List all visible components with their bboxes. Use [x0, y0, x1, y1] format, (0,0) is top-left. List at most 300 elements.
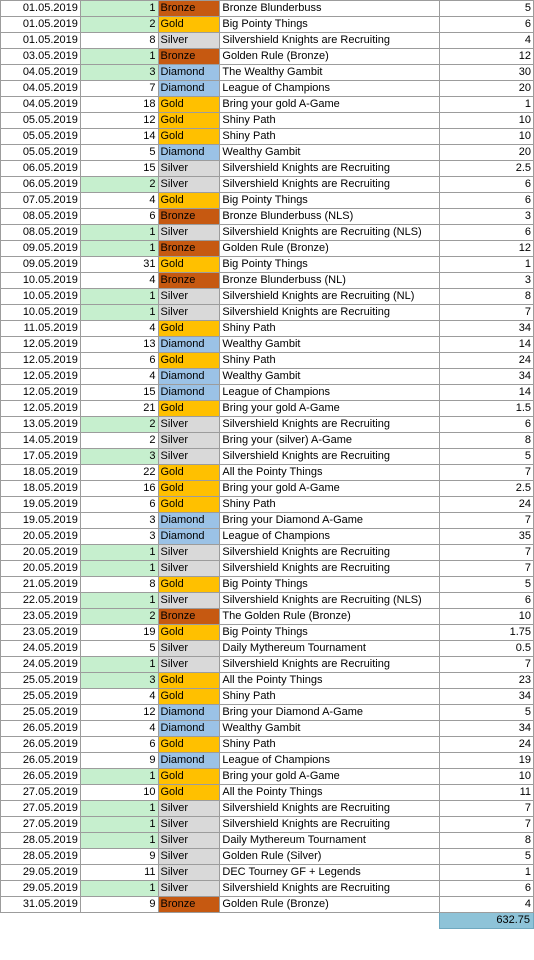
- reward-value-cell[interactable]: 8: [440, 833, 534, 849]
- date-cell[interactable]: 18.05.2019: [1, 465, 81, 481]
- tournament-name-cell[interactable]: Silvershield Knights are Recruiting: [220, 161, 440, 177]
- tier-cell[interactable]: Bronze: [158, 609, 220, 625]
- tournament-name-cell[interactable]: Bring your Diamond A-Game: [220, 513, 440, 529]
- date-cell[interactable]: 25.05.2019: [1, 705, 81, 721]
- date-cell[interactable]: 25.05.2019: [1, 673, 81, 689]
- reward-value-cell[interactable]: 12: [440, 241, 534, 257]
- rank-cell[interactable]: 1: [80, 593, 158, 609]
- tournament-name-cell[interactable]: All the Pointy Things: [220, 465, 440, 481]
- tournament-name-cell[interactable]: Silvershield Knights are Recruiting: [220, 33, 440, 49]
- tier-cell[interactable]: Diamond: [158, 513, 220, 529]
- reward-value-cell[interactable]: 7: [440, 465, 534, 481]
- tier-cell[interactable]: Gold: [158, 769, 220, 785]
- date-cell[interactable]: 24.05.2019: [1, 641, 81, 657]
- rank-cell[interactable]: 13: [80, 337, 158, 353]
- tournament-name-cell[interactable]: Shiny Path: [220, 321, 440, 337]
- tier-cell[interactable]: Bronze: [158, 241, 220, 257]
- reward-value-cell[interactable]: 10: [440, 129, 534, 145]
- tournament-name-cell[interactable]: Bronze Blunderbuss (NL): [220, 273, 440, 289]
- tournament-name-cell[interactable]: Golden Rule (Bronze): [220, 241, 440, 257]
- tournament-name-cell[interactable]: Daily Mythereum Tournament: [220, 833, 440, 849]
- date-cell[interactable]: 06.05.2019: [1, 161, 81, 177]
- date-cell[interactable]: 01.05.2019: [1, 17, 81, 33]
- tier-cell[interactable]: Bronze: [158, 1, 220, 17]
- date-cell[interactable]: 28.05.2019: [1, 849, 81, 865]
- rank-cell[interactable]: 19: [80, 625, 158, 641]
- rank-cell[interactable]: 10: [80, 785, 158, 801]
- date-cell[interactable]: 10.05.2019: [1, 289, 81, 305]
- reward-value-cell[interactable]: 34: [440, 721, 534, 737]
- tournament-name-cell[interactable]: All the Pointy Things: [220, 673, 440, 689]
- reward-value-cell[interactable]: 5: [440, 1, 534, 17]
- date-cell[interactable]: 19.05.2019: [1, 513, 81, 529]
- tier-cell[interactable]: Silver: [158, 449, 220, 465]
- rank-cell[interactable]: 1: [80, 1, 158, 17]
- date-cell[interactable]: 13.05.2019: [1, 417, 81, 433]
- rank-cell[interactable]: 2: [80, 177, 158, 193]
- table-row: [1, 465, 534, 481]
- reward-value-cell[interactable]: 14: [440, 385, 534, 401]
- date-cell[interactable]: 05.05.2019: [1, 129, 81, 145]
- date-cell[interactable]: 26.05.2019: [1, 769, 81, 785]
- tier-cell[interactable]: Silver: [158, 881, 220, 897]
- tournament-name-cell[interactable]: Big Pointy Things: [220, 577, 440, 593]
- reward-value-cell[interactable]: 34: [440, 321, 534, 337]
- tournament-name-cell[interactable]: Silvershield Knights are Recruiting: [220, 801, 440, 817]
- rank-cell[interactable]: 18: [80, 97, 158, 113]
- date-cell[interactable]: 18.05.2019: [1, 481, 81, 497]
- tournament-name-cell[interactable]: Wealthy Gambit: [220, 337, 440, 353]
- reward-value-cell[interactable]: 5: [440, 705, 534, 721]
- reward-value-cell[interactable]: 6: [440, 593, 534, 609]
- reward-value-cell[interactable]: 4: [440, 33, 534, 49]
- table-row: [1, 49, 534, 65]
- rank-cell[interactable]: 1: [80, 833, 158, 849]
- reward-value-cell[interactable]: 7: [440, 817, 534, 833]
- date-cell[interactable]: 10.05.2019: [1, 273, 81, 289]
- date-cell[interactable]: 31.05.2019: [1, 897, 81, 913]
- rank-cell[interactable]: 1: [80, 561, 158, 577]
- reward-value-cell[interactable]: 20: [440, 81, 534, 97]
- rank-cell[interactable]: 2: [80, 417, 158, 433]
- reward-value-cell[interactable]: 2.5: [440, 481, 534, 497]
- rank-cell[interactable]: 6: [80, 353, 158, 369]
- tier-cell[interactable]: Silver: [158, 561, 220, 577]
- table-row: [1, 865, 534, 881]
- tier-cell[interactable]: Gold: [158, 353, 220, 369]
- tournament-name-cell[interactable]: The Golden Rule (Bronze): [220, 609, 440, 625]
- reward-value-cell[interactable]: 11: [440, 785, 534, 801]
- reward-value-cell[interactable]: 24: [440, 353, 534, 369]
- rank-cell[interactable]: 15: [80, 161, 158, 177]
- rank-cell[interactable]: 4: [80, 689, 158, 705]
- reward-value-cell[interactable]: 10: [440, 769, 534, 785]
- reward-value-cell[interactable]: 30: [440, 65, 534, 81]
- reward-value-cell[interactable]: 14: [440, 337, 534, 353]
- rank-cell[interactable]: 1: [80, 225, 158, 241]
- rank-cell[interactable]: 4: [80, 273, 158, 289]
- rank-cell[interactable]: 15: [80, 385, 158, 401]
- rank-cell[interactable]: 3: [80, 529, 158, 545]
- reward-value-cell[interactable]: 34: [440, 689, 534, 705]
- rank-cell[interactable]: 3: [80, 449, 158, 465]
- tier-cell[interactable]: Gold: [158, 97, 220, 113]
- reward-value-cell[interactable]: 1.75: [440, 625, 534, 641]
- date-cell[interactable]: 23.05.2019: [1, 609, 81, 625]
- tournament-name-cell[interactable]: All the Pointy Things: [220, 785, 440, 801]
- tournament-name-cell[interactable]: Bring your (silver) A-Game: [220, 433, 440, 449]
- rank-cell[interactable]: 12: [80, 705, 158, 721]
- tier-cell[interactable]: Silver: [158, 641, 220, 657]
- date-cell[interactable]: 17.05.2019: [1, 449, 81, 465]
- rank-cell[interactable]: 1: [80, 49, 158, 65]
- reward-value-cell[interactable]: 12: [440, 49, 534, 65]
- rank-cell[interactable]: 1: [80, 769, 158, 785]
- tournament-name-cell[interactable]: Silvershield Knights are Recruiting: [220, 417, 440, 433]
- tier-cell[interactable]: Silver: [158, 225, 220, 241]
- date-cell[interactable]: 03.05.2019: [1, 49, 81, 65]
- tier-cell[interactable]: Gold: [158, 481, 220, 497]
- tournament-name-cell[interactable]: Bring your gold A-Game: [220, 97, 440, 113]
- tier-cell[interactable]: Bronze: [158, 897, 220, 913]
- tier-cell[interactable]: Diamond: [158, 65, 220, 81]
- reward-value-cell[interactable]: 4: [440, 897, 534, 913]
- tournament-name-cell[interactable]: Big Pointy Things: [220, 17, 440, 33]
- reward-value-cell[interactable]: 10: [440, 113, 534, 129]
- reward-value-cell[interactable]: 10: [440, 609, 534, 625]
- tournament-name-cell[interactable]: Big Pointy Things: [220, 193, 440, 209]
- rank-cell[interactable]: 3: [80, 673, 158, 689]
- date-cell[interactable]: 12.05.2019: [1, 369, 81, 385]
- tier-cell[interactable]: Silver: [158, 417, 220, 433]
- rank-cell[interactable]: 6: [80, 737, 158, 753]
- date-cell[interactable]: 12.05.2019: [1, 385, 81, 401]
- tier-cell[interactable]: Gold: [158, 577, 220, 593]
- rank-cell[interactable]: 12: [80, 113, 158, 129]
- rank-cell[interactable]: 7: [80, 81, 158, 97]
- rank-cell[interactable]: 9: [80, 897, 158, 913]
- reward-value-cell[interactable]: 1: [440, 97, 534, 113]
- rank-cell[interactable]: 4: [80, 193, 158, 209]
- tier-cell[interactable]: Silver: [158, 305, 220, 321]
- tier-cell[interactable]: Silver: [158, 161, 220, 177]
- tournament-name-cell[interactable]: League of Champions: [220, 81, 440, 97]
- tournament-name-cell[interactable]: The Wealthy Gambit: [220, 65, 440, 81]
- rank-cell[interactable]: 4: [80, 369, 158, 385]
- date-cell[interactable]: 14.05.2019: [1, 433, 81, 449]
- reward-value-cell[interactable]: 23: [440, 673, 534, 689]
- tournament-name-cell[interactable]: League of Champions: [220, 753, 440, 769]
- reward-value-cell[interactable]: 6: [440, 225, 534, 241]
- rank-cell[interactable]: 16: [80, 481, 158, 497]
- reward-value-cell[interactable]: 0.5: [440, 641, 534, 657]
- tier-cell[interactable]: Gold: [158, 17, 220, 33]
- date-cell[interactable]: 29.05.2019: [1, 881, 81, 897]
- date-cell[interactable]: 22.05.2019: [1, 593, 81, 609]
- reward-value-cell[interactable]: 19: [440, 753, 534, 769]
- date-cell[interactable]: 05.05.2019: [1, 113, 81, 129]
- rank-cell[interactable]: 1: [80, 881, 158, 897]
- tier-cell[interactable]: Gold: [158, 193, 220, 209]
- table-row: [1, 737, 534, 753]
- date-cell[interactable]: 07.05.2019: [1, 193, 81, 209]
- rank-cell[interactable]: 1: [80, 657, 158, 673]
- date-cell[interactable]: 06.05.2019: [1, 177, 81, 193]
- date-cell[interactable]: 28.05.2019: [1, 833, 81, 849]
- date-cell[interactable]: 04.05.2019: [1, 81, 81, 97]
- date-cell[interactable]: 27.05.2019: [1, 801, 81, 817]
- tier-cell[interactable]: Silver: [158, 817, 220, 833]
- tier-cell[interactable]: Gold: [158, 737, 220, 753]
- tier-cell[interactable]: Diamond: [158, 721, 220, 737]
- reward-value-cell[interactable]: 1: [440, 257, 534, 273]
- reward-value-cell[interactable]: 24: [440, 737, 534, 753]
- rank-cell[interactable]: 11: [80, 865, 158, 881]
- date-cell[interactable]: 09.05.2019: [1, 241, 81, 257]
- tier-cell[interactable]: Diamond: [158, 529, 220, 545]
- date-cell[interactable]: 23.05.2019: [1, 625, 81, 641]
- tier-cell[interactable]: Silver: [158, 865, 220, 881]
- tournament-name-cell[interactable]: Wealthy Gambit: [220, 721, 440, 737]
- tier-cell[interactable]: Gold: [158, 625, 220, 641]
- tournament-name-cell[interactable]: Golden Rule (Bronze): [220, 897, 440, 913]
- tier-cell[interactable]: Gold: [158, 401, 220, 417]
- date-cell[interactable]: 20.05.2019: [1, 529, 81, 545]
- rank-cell[interactable]: 9: [80, 753, 158, 769]
- tournament-name-cell[interactable]: Bring your Diamond A-Game: [220, 705, 440, 721]
- tier-cell[interactable]: Gold: [158, 689, 220, 705]
- table-row: [1, 433, 534, 449]
- date-cell[interactable]: 26.05.2019: [1, 721, 81, 737]
- tournament-name-cell[interactable]: Silvershield Knights are Recruiting: [220, 305, 440, 321]
- date-cell[interactable]: 04.05.2019: [1, 65, 81, 81]
- rank-cell[interactable]: 5: [80, 145, 158, 161]
- reward-value-cell[interactable]: 7: [440, 305, 534, 321]
- rank-cell[interactable]: 21: [80, 401, 158, 417]
- date-cell[interactable]: 11.05.2019: [1, 321, 81, 337]
- tier-cell[interactable]: Bronze: [158, 49, 220, 65]
- tier-cell[interactable]: Gold: [158, 497, 220, 513]
- table-row: [1, 65, 534, 81]
- date-cell[interactable]: 08.05.2019: [1, 225, 81, 241]
- date-cell[interactable]: 01.05.2019: [1, 1, 81, 17]
- table-row: [1, 161, 534, 177]
- table-row: [1, 897, 534, 913]
- table-row: [1, 657, 534, 673]
- reward-value-cell[interactable]: 6: [440, 881, 534, 897]
- table-row: [1, 273, 534, 289]
- date-cell[interactable]: 05.05.2019: [1, 145, 81, 161]
- rank-cell[interactable]: 22: [80, 465, 158, 481]
- date-cell[interactable]: 26.05.2019: [1, 737, 81, 753]
- date-cell[interactable]: 10.05.2019: [1, 305, 81, 321]
- tier-cell[interactable]: Silver: [158, 289, 220, 305]
- tier-cell[interactable]: Silver: [158, 833, 220, 849]
- rank-cell[interactable]: 3: [80, 65, 158, 81]
- reward-value-cell[interactable]: 1: [440, 865, 534, 881]
- date-cell[interactable]: 08.05.2019: [1, 209, 81, 225]
- tournament-name-cell[interactable]: Silvershield Knights are Recruiting (NLS): [220, 593, 440, 609]
- tournament-name-cell[interactable]: Shiny Path: [220, 737, 440, 753]
- reward-value-cell[interactable]: 3: [440, 209, 534, 225]
- reward-value-cell[interactable]: 2.5: [440, 161, 534, 177]
- rank-cell[interactable]: 1: [80, 801, 158, 817]
- tier-cell[interactable]: Gold: [158, 673, 220, 689]
- rank-cell[interactable]: 14: [80, 129, 158, 145]
- tier-cell[interactable]: Silver: [158, 849, 220, 865]
- reward-value-cell[interactable]: 7: [440, 801, 534, 817]
- date-cell[interactable]: 21.05.2019: [1, 577, 81, 593]
- tournament-name-cell[interactable]: Shiny Path: [220, 353, 440, 369]
- rank-cell[interactable]: 5: [80, 641, 158, 657]
- tournament-name-cell[interactable]: Silvershield Knights are Recruiting: [220, 881, 440, 897]
- rank-cell[interactable]: 1: [80, 545, 158, 561]
- total-value-cell[interactable]: 632.75: [440, 913, 534, 929]
- tournament-name-cell[interactable]: Silvershield Knights are Recruiting: [220, 177, 440, 193]
- date-cell[interactable]: 20.05.2019: [1, 561, 81, 577]
- reward-value-cell[interactable]: 7: [440, 657, 534, 673]
- reward-value-cell[interactable]: 34: [440, 369, 534, 385]
- reward-value-cell[interactable]: 6: [440, 417, 534, 433]
- tier-cell[interactable]: Gold: [158, 465, 220, 481]
- reward-value-cell[interactable]: 7: [440, 561, 534, 577]
- tier-cell[interactable]: Silver: [158, 33, 220, 49]
- reward-value-cell[interactable]: 5: [440, 449, 534, 465]
- date-cell[interactable]: 26.05.2019: [1, 753, 81, 769]
- tier-cell[interactable]: Bronze: [158, 273, 220, 289]
- rank-cell[interactable]: 2: [80, 433, 158, 449]
- reward-value-cell[interactable]: 6: [440, 193, 534, 209]
- rank-cell[interactable]: 1: [80, 241, 158, 257]
- tournament-name-cell[interactable]: Big Pointy Things: [220, 625, 440, 641]
- tournament-name-cell[interactable]: League of Champions: [220, 385, 440, 401]
- date-cell[interactable]: 19.05.2019: [1, 497, 81, 513]
- reward-value-cell[interactable]: 35: [440, 529, 534, 545]
- tournament-name-cell[interactable]: Shiny Path: [220, 497, 440, 513]
- tier-cell[interactable]: Gold: [158, 113, 220, 129]
- tier-cell[interactable]: Silver: [158, 433, 220, 449]
- rank-cell[interactable]: 4: [80, 321, 158, 337]
- date-cell[interactable]: 29.05.2019: [1, 865, 81, 881]
- rank-cell[interactable]: 4: [80, 721, 158, 737]
- date-cell[interactable]: 12.05.2019: [1, 353, 81, 369]
- date-cell[interactable]: 27.05.2019: [1, 817, 81, 833]
- rank-cell[interactable]: 1: [80, 289, 158, 305]
- tournament-name-cell[interactable]: Shiny Path: [220, 113, 440, 129]
- tournament-name-cell[interactable]: Bring your gold A-Game: [220, 769, 440, 785]
- tier-cell[interactable]: Silver: [158, 593, 220, 609]
- table-row: [1, 241, 534, 257]
- tier-cell[interactable]: Diamond: [158, 385, 220, 401]
- tier-cell[interactable]: Diamond: [158, 369, 220, 385]
- reward-value-cell[interactable]: 20: [440, 145, 534, 161]
- rank-cell[interactable]: 2: [80, 17, 158, 33]
- tournament-name-cell[interactable]: Silvershield Knights are Recruiting: [220, 657, 440, 673]
- rank-cell[interactable]: 1: [80, 305, 158, 321]
- reward-value-cell[interactable]: 8: [440, 289, 534, 305]
- rank-cell[interactable]: 1: [80, 817, 158, 833]
- tournament-name-cell[interactable]: DEC Tourney GF + Legends: [220, 865, 440, 881]
- tournament-name-cell[interactable]: Bring your gold A-Game: [220, 401, 440, 417]
- table-row: [1, 481, 534, 497]
- rank-cell[interactable]: 8: [80, 33, 158, 49]
- reward-value-cell[interactable]: 3: [440, 273, 534, 289]
- tier-cell[interactable]: Diamond: [158, 337, 220, 353]
- rank-cell[interactable]: 3: [80, 513, 158, 529]
- tournament-name-cell[interactable]: Silvershield Knights are Recruiting: [220, 817, 440, 833]
- date-cell[interactable]: 27.05.2019: [1, 785, 81, 801]
- tournament-name-cell[interactable]: Silvershield Knights are Recruiting (NLS): [220, 225, 440, 241]
- tournament-name-cell[interactable]: Wealthy Gambit: [220, 369, 440, 385]
- date-cell[interactable]: 20.05.2019: [1, 545, 81, 561]
- tier-cell[interactable]: Diamond: [158, 705, 220, 721]
- tier-cell[interactable]: Diamond: [158, 81, 220, 97]
- date-cell[interactable]: 12.05.2019: [1, 337, 81, 353]
- tier-cell[interactable]: Gold: [158, 129, 220, 145]
- rank-cell[interactable]: 8: [80, 577, 158, 593]
- reward-value-cell[interactable]: 7: [440, 545, 534, 561]
- reward-value-cell[interactable]: 6: [440, 177, 534, 193]
- tier-cell[interactable]: Diamond: [158, 753, 220, 769]
- date-cell[interactable]: 04.05.2019: [1, 97, 81, 113]
- reward-value-cell[interactable]: 5: [440, 849, 534, 865]
- tier-cell[interactable]: Silver: [158, 657, 220, 673]
- reward-value-cell[interactable]: 7: [440, 513, 534, 529]
- reward-value-cell[interactable]: 1.5: [440, 401, 534, 417]
- tournament-name-cell[interactable]: Bronze Blunderbuss (NLS): [220, 209, 440, 225]
- date-cell[interactable]: 24.05.2019: [1, 657, 81, 673]
- tier-cell[interactable]: Diamond: [158, 145, 220, 161]
- tier-cell[interactable]: Gold: [158, 785, 220, 801]
- rank-cell[interactable]: 9: [80, 849, 158, 865]
- date-cell[interactable]: 01.05.2019: [1, 33, 81, 49]
- tournament-name-cell[interactable]: Silvershield Knights are Recruiting (NL): [220, 289, 440, 305]
- tournament-name-cell[interactable]: Golden Rule (Bronze): [220, 49, 440, 65]
- tier-cell[interactable]: Silver: [158, 801, 220, 817]
- table-row: [1, 337, 534, 353]
- tournament-name-cell[interactable]: Bronze Blunderbuss: [220, 1, 440, 17]
- tournament-name-cell[interactable]: Bring your gold A-Game: [220, 481, 440, 497]
- tournament-name-cell[interactable]: Silvershield Knights are Recruiting: [220, 449, 440, 465]
- date-cell[interactable]: 12.05.2019: [1, 401, 81, 417]
- reward-value-cell[interactable]: 24: [440, 497, 534, 513]
- tier-cell[interactable]: Gold: [158, 321, 220, 337]
- tournament-name-cell[interactable]: Shiny Path: [220, 689, 440, 705]
- tier-cell[interactable]: Bronze: [158, 209, 220, 225]
- rank-cell[interactable]: 6: [80, 209, 158, 225]
- tournament-name-cell[interactable]: Silvershield Knights are Recruiting: [220, 545, 440, 561]
- tournament-name-cell[interactable]: Golden Rule (Silver): [220, 849, 440, 865]
- table-row: [1, 209, 534, 225]
- tournament-name-cell[interactable]: Big Pointy Things: [220, 257, 440, 273]
- tier-cell[interactable]: Silver: [158, 545, 220, 561]
- rank-cell[interactable]: 31: [80, 257, 158, 273]
- tournament-name-cell[interactable]: Shiny Path: [220, 129, 440, 145]
- tier-cell[interactable]: Silver: [158, 177, 220, 193]
- reward-value-cell[interactable]: 5: [440, 577, 534, 593]
- date-cell[interactable]: 09.05.2019: [1, 257, 81, 273]
- tournament-name-cell[interactable]: League of Champions: [220, 529, 440, 545]
- date-cell[interactable]: 25.05.2019: [1, 689, 81, 705]
- tournament-name-cell[interactable]: Silvershield Knights are Recruiting: [220, 561, 440, 577]
- tournament-name-cell[interactable]: Daily Mythereum Tournament: [220, 641, 440, 657]
- rank-cell[interactable]: 6: [80, 497, 158, 513]
- tier-cell[interactable]: Gold: [158, 257, 220, 273]
- rank-cell[interactable]: 2: [80, 609, 158, 625]
- tournament-name-cell[interactable]: Wealthy Gambit: [220, 145, 440, 161]
- reward-value-cell[interactable]: 8: [440, 433, 534, 449]
- reward-value-cell[interactable]: 6: [440, 17, 534, 33]
